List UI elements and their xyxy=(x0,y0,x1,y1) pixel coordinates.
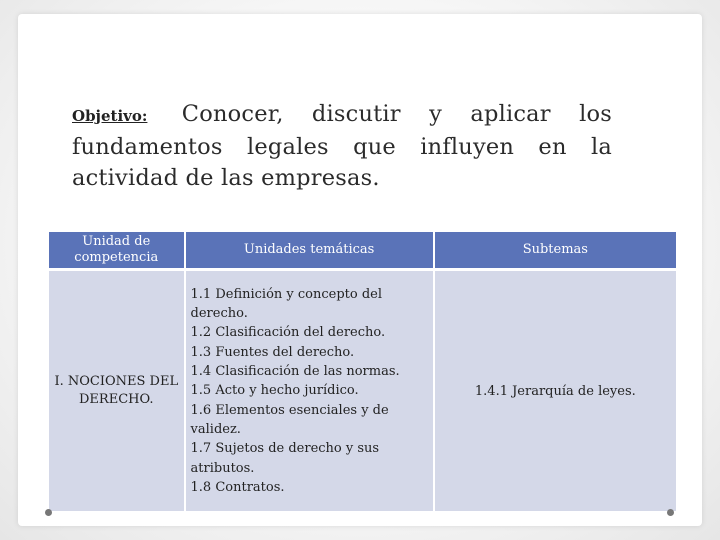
topic-item: 1.7 Sujetos de derecho y sus atributos. xyxy=(190,441,380,476)
topic-item: 1.3 Fuentes del derecho. xyxy=(190,344,355,360)
topic-item: 1.2 Clasificación del derecho. xyxy=(190,325,386,341)
header-subtopics: Subtemas xyxy=(434,231,677,270)
competency-unit-cell: I. NOCIONES DEL DERECHO. xyxy=(48,270,185,513)
decorative-dot-left xyxy=(45,509,52,516)
decorative-dot-right xyxy=(667,509,674,516)
thematic-units-cell xyxy=(185,270,434,513)
subtopics-cell: 1.4.1 Jerarquía de leyes. xyxy=(434,270,677,513)
topic-item: 1.5 Acto y hecho jurídico. xyxy=(190,383,359,399)
topic-item: 1.8 Contratos. xyxy=(190,479,285,495)
table-row xyxy=(48,270,677,513)
objective-label: Objetivo: xyxy=(72,106,148,125)
table-header-row xyxy=(48,231,677,270)
topic-item: 1.1 Definición y concepto del derecho. xyxy=(190,286,383,322)
topic-item: 1.4 Clasificación de las normas. xyxy=(190,364,400,380)
header-competency-unit: Unidad de competencia xyxy=(48,231,185,270)
objective-paragraph xyxy=(72,99,612,194)
topic-item: 1.6 Elementos esenciales y de validez. xyxy=(190,402,389,437)
competency-table xyxy=(47,230,678,513)
objective-text: Conocer, discutir y aplicar los fundamentos legales que influyen en la actividad de las empresas. xyxy=(72,100,613,191)
header-thematic-units: Unidades temáticas xyxy=(185,231,434,270)
